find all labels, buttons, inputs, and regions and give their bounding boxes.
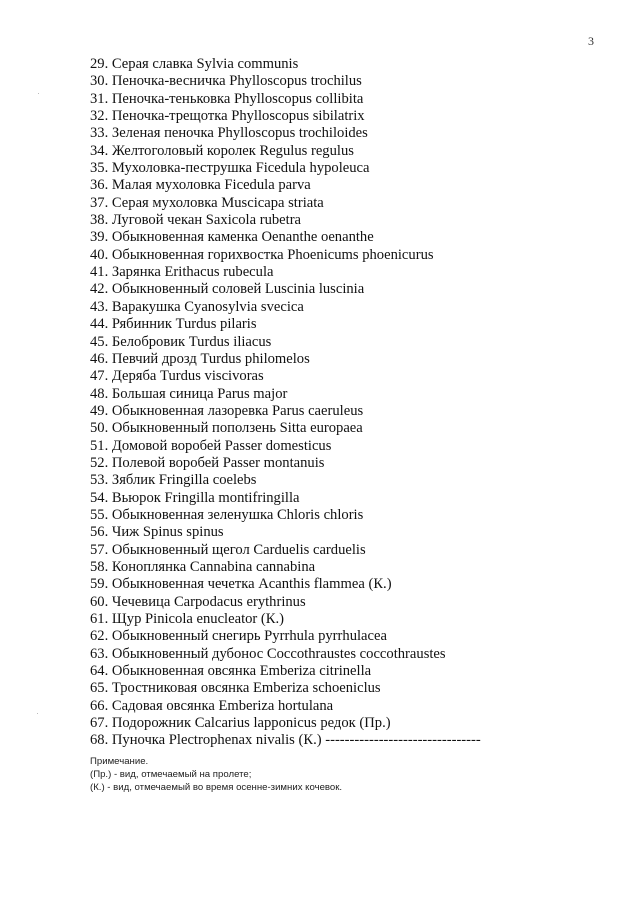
- list-item: 63. Обыкновенный дубонос Coccothraustes coccothraustes: [90, 645, 446, 662]
- list-item: 41. Зарянка Erithacus rubecula: [90, 264, 274, 281]
- list-item: 67. Подорожник Calcarius lapponicus редок (Пр.): [90, 715, 391, 732]
- scan-speck: [38, 93, 39, 94]
- list-item: 57. Обыкновенный щегол Carduelis carduelis: [90, 541, 366, 558]
- list-item: 44. Рябинник Turdus pilaris: [90, 316, 257, 333]
- note-heading: Примечание.: [90, 756, 149, 767]
- list-item: 61. Щур Pinicola enucleator (К.): [90, 611, 285, 627]
- list-item: 64. Обыкновенная овсянка Emberiza citrinella: [90, 663, 372, 680]
- list-item: 66. Садовая овсянка Emberiza hortulana: [90, 697, 334, 714]
- list-item: 42. Обыкновенный соловей Luscinia luscinia: [90, 281, 365, 298]
- footnotes: [90, 755, 342, 794]
- note-line: (Пр.) - вид, отмечаемый на пролете;: [90, 769, 252, 780]
- list-item: 33. Зеленая пеночка Phylloscopus trochiloides: [90, 125, 368, 142]
- list-item: 37. Серая мухоловка Muscicapa striata: [90, 194, 324, 211]
- list-item: 51. Домовой воробей Passer domesticus: [90, 437, 332, 454]
- list-item: 29. Серая славка Sylvia communis: [90, 56, 299, 72]
- list-item: 45. Белобровик Turdus iliacus: [90, 333, 272, 350]
- list-item: 62. Обыкновенный снегирь Pyrrhula pyrrhulacea: [90, 628, 387, 645]
- list-item: 50. Обыкновенный поползень Sitta europaea: [90, 420, 363, 437]
- species-list: [90, 56, 481, 750]
- note-line: (К.) - вид, отмечаемый во время осенне-зимних кочевок.: [90, 782, 343, 793]
- list-item: 49. Обыкновенная лазоревка Parus caeruleus: [90, 402, 364, 419]
- list-item: 52. Полевой воробей Passer montanuis: [90, 454, 325, 471]
- list-item: 35. Мухоловка-пеструшка Ficedula hypoleuca: [90, 160, 370, 177]
- list-item: 38. Луговой чекан Saxicola rubetra: [90, 212, 302, 229]
- list-item: 34. Желтоголовый королек Regulus regulus: [90, 142, 354, 159]
- list-item: 55. Обыкновенная зеленушка Chloris chloris: [90, 506, 364, 523]
- list-item: 36. Малая мухоловка Ficedula parva: [90, 177, 311, 194]
- list-item: 48. Большая синица Parus major: [90, 385, 288, 402]
- list-item: 65. Тростниковая овсянка Emberiza schoeniclus: [90, 680, 381, 697]
- list-item: 47. Деряба Turdus viscivoras: [90, 368, 264, 385]
- list-item: 30. Пеночка-весничка Phylloscopus trochilus: [90, 73, 362, 90]
- list-item: 46. Певчий дрозд Turdus philomelos: [90, 350, 310, 367]
- list-item: 32. Пеночка-трещотка Phylloscopus sibilatrix: [90, 108, 365, 125]
- page-number: 3: [588, 34, 594, 48]
- list-item: 39. Обыкновенная каменка Oenanthe oenanthe: [90, 229, 374, 246]
- scan-speck: [37, 713, 38, 714]
- list-item: 43. Варакушка Cyanosylvia svecica: [90, 298, 304, 315]
- list-item: 58. Коноплянка Cannabina cannabina: [90, 558, 316, 575]
- list-item: 56. Чиж Spinus spinus: [90, 524, 224, 541]
- list-item: 54. Вьюрок Fringilla montifringilla: [90, 489, 300, 506]
- list-item: 31. Пеночка-теньковка Phylloscopus collibita: [90, 90, 364, 107]
- list-item: 60. Чечевица Carpodacus erythrinus: [90, 593, 306, 610]
- list-item: 40. Обыкновенная горихвостка Phoenicums phoenicurus: [90, 246, 434, 263]
- list-item: 68. Пуночка Plectrophenax nivalis (К.) --------------------------------: [90, 732, 481, 749]
- list-item: 59. Обыкновенная чечетка Acanthis flammea (К.): [90, 576, 392, 593]
- list-item: 53. Зяблик Fringilla coelebs: [90, 472, 257, 489]
